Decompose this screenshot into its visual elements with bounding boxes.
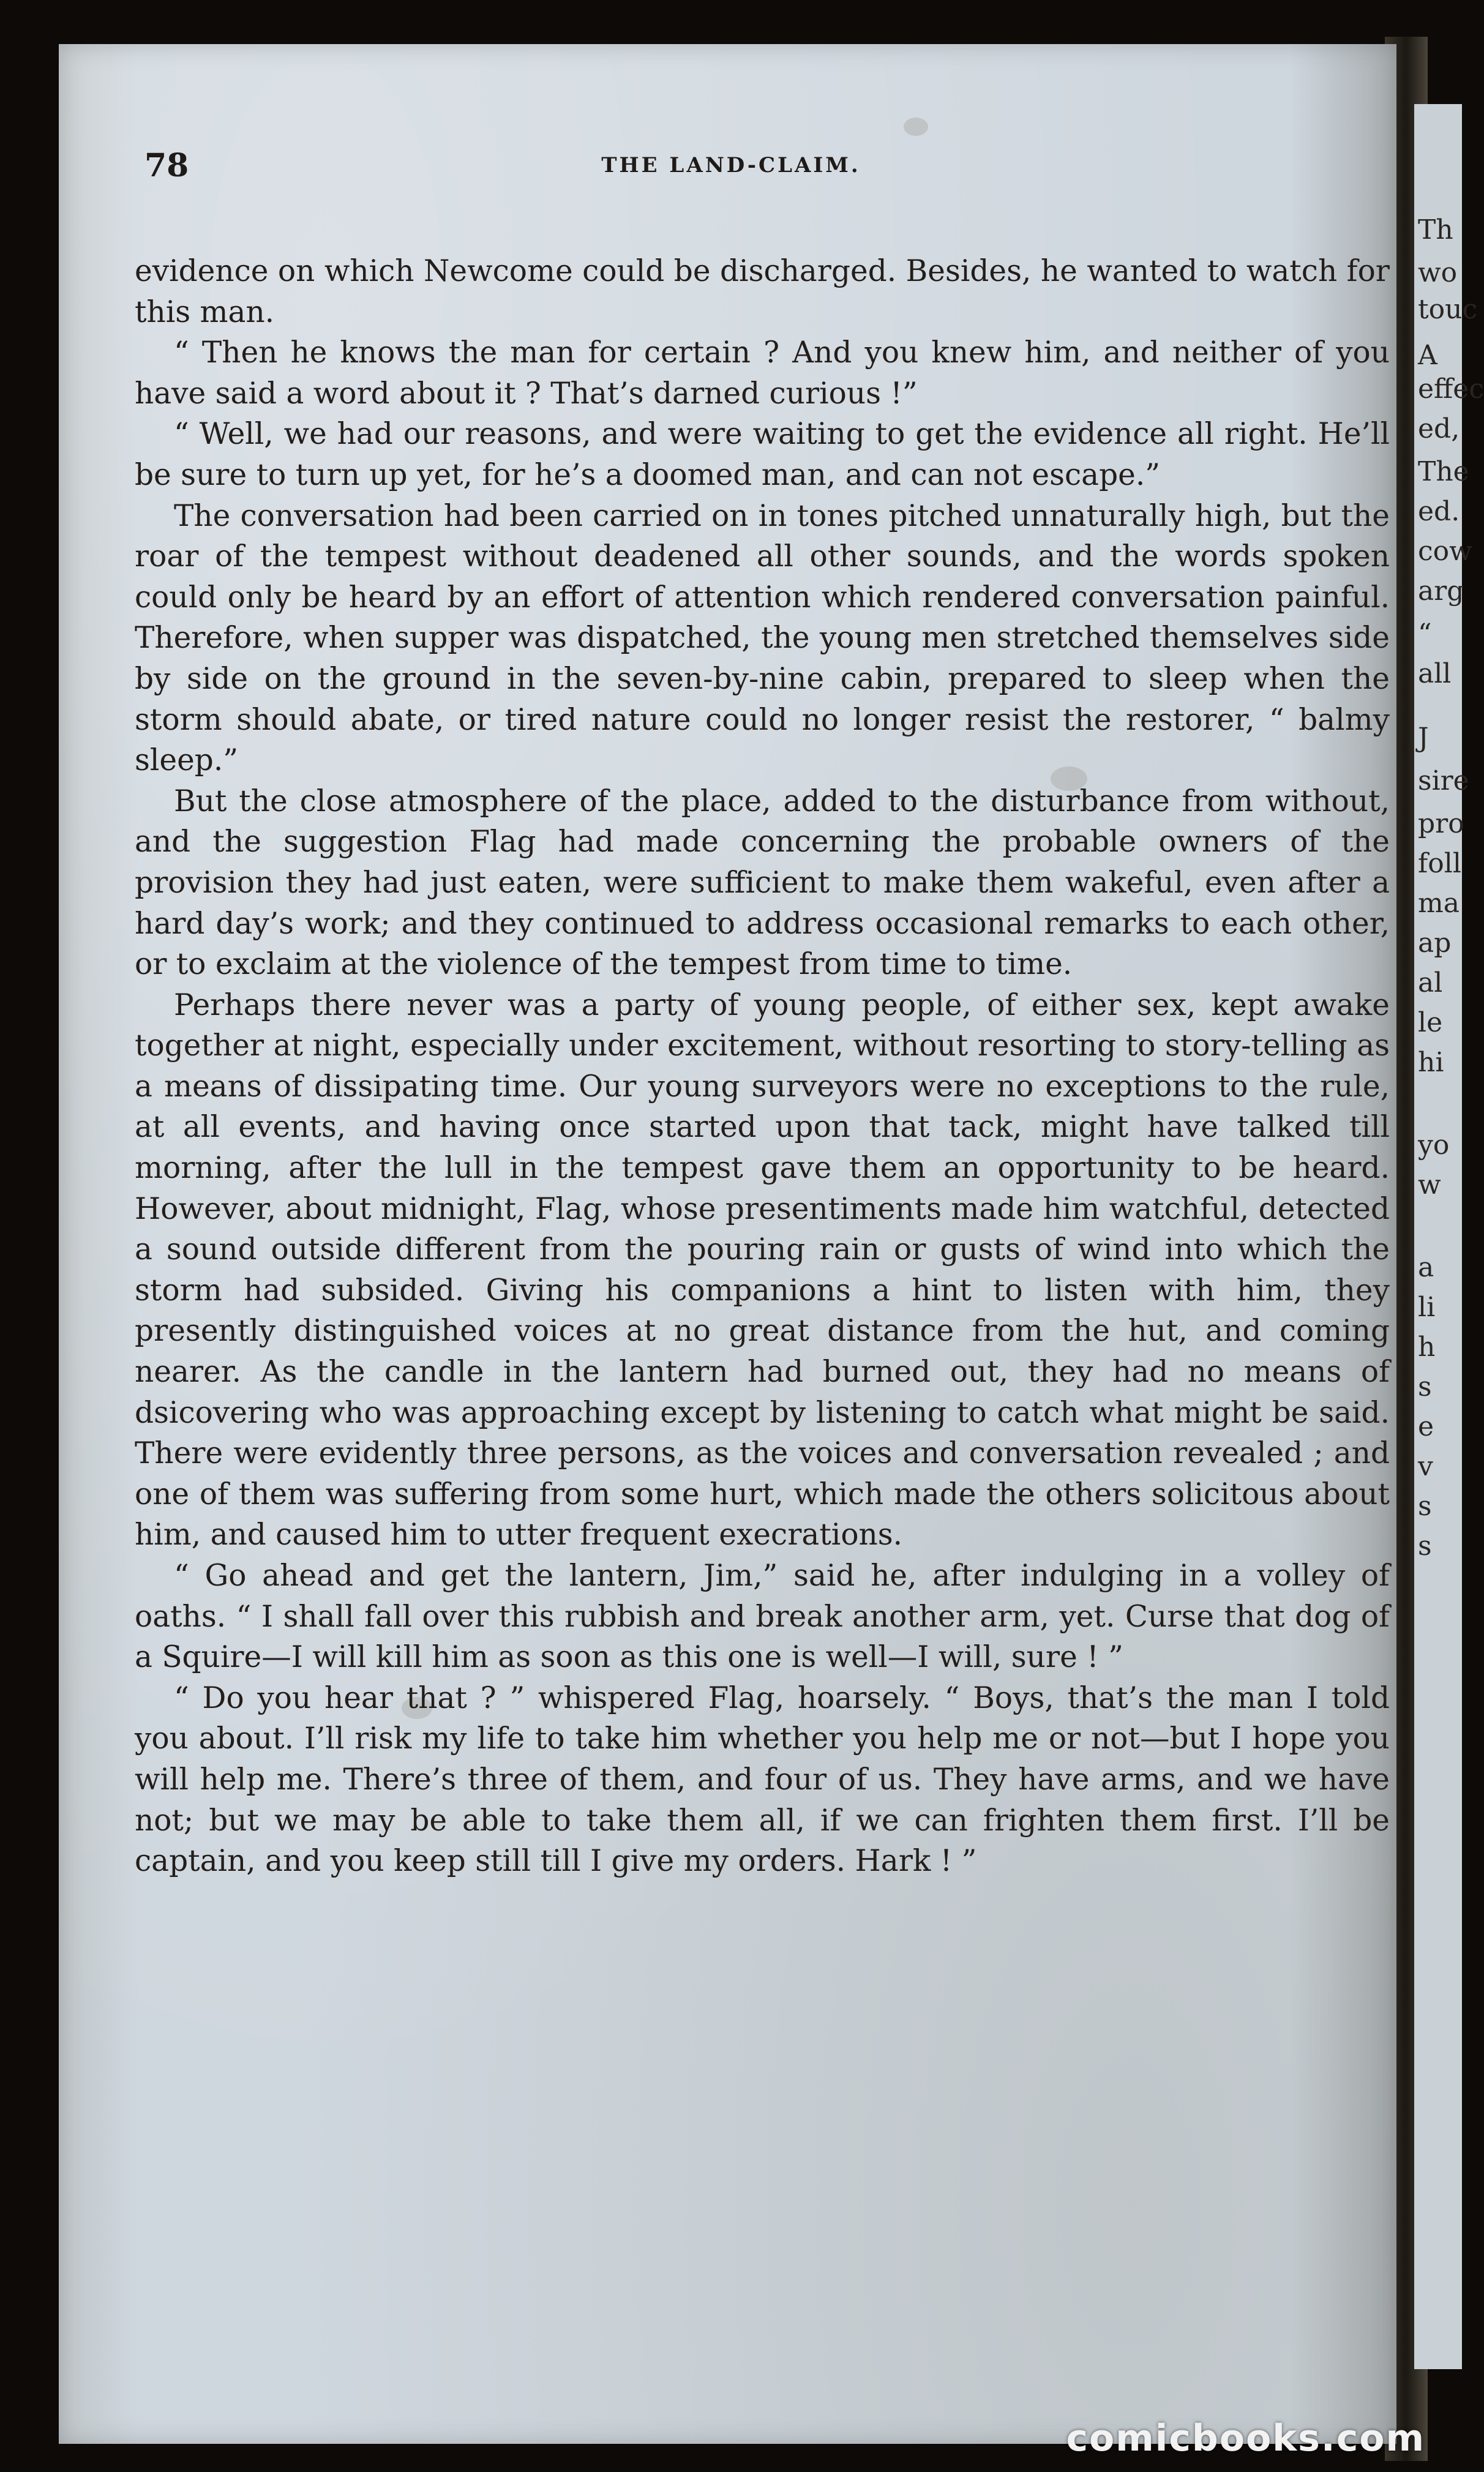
- facing-fragment: touc: [1418, 294, 1478, 325]
- facing-fragment: ap: [1418, 927, 1452, 959]
- facing-fragment: J: [1418, 722, 1429, 754]
- facing-fragment: effec: [1418, 373, 1484, 405]
- facing-fragment: li: [1418, 1292, 1436, 1323]
- facing-fragment: The: [1418, 456, 1469, 487]
- facing-fragment: all: [1418, 658, 1452, 689]
- paragraph: “ Do you hear that ? ” whispered Flag, hoarsely. “ Boys, that’s the man I told you about. I’ll risk my life to take him whether you help me or not—but I hope you will help me. There’s three of them, and four of us. They have arms, and we have not; but we may be able to take them all, if we can frighten them first. I’ll be captain, and you keep still till I give my orders. Hark ! ”: [135, 1680, 1390, 1879]
- facing-fragment: arg: [1418, 575, 1464, 607]
- facing-fragment: A: [1418, 340, 1437, 371]
- paper-stain: [904, 118, 928, 136]
- running-head: THE LAND-CLAIM.: [601, 153, 861, 178]
- paragraph: The conversation had been carried on in tones pitched unnaturally high, but the roar of the tempest without deadened all other sounds, and the words spoken could only be heard by an effort of attention which rendered conversation painful. Therefore, when supper was dispatched, the young men stretched themselves side by side on the ground in the seven-by-nine cabin, prepared to sleep when the storm should abate, or tired nature could no longer resist the restorer, “ balmy sleep.”: [135, 498, 1390, 778]
- facing-fragment: yo: [1418, 1129, 1450, 1161]
- site-watermark: comicbooks.com: [1066, 2417, 1425, 2460]
- paragraph: “ Go ahead and get the lantern, Jim,” said he, after indulging in a volley of oaths. “ I shall fall over this rubbish and break another arm, yet. Curse that dog of a Squire—I will kill him as soon as this one is well—I will, sure ! ”: [135, 1559, 1390, 1675]
- facing-fragment: a: [1418, 1252, 1434, 1283]
- facing-fragment: s: [1418, 1371, 1432, 1403]
- facing-page-edge: [1414, 104, 1484, 2369]
- facing-fragment: foll: [1418, 848, 1461, 879]
- facing-fragment: w: [1418, 1169, 1441, 1200]
- page-number: 78: [144, 147, 189, 184]
- page-body: [135, 251, 1390, 1882]
- facing-fragment: Th: [1418, 214, 1453, 245]
- facing-fragment: s: [1418, 1530, 1432, 1562]
- facing-fragment: “: [1418, 618, 1432, 650]
- facing-fragment: s: [1418, 1491, 1432, 1522]
- facing-fragment: ed.: [1418, 496, 1460, 527]
- facing-fragment: ed,: [1418, 413, 1460, 444]
- facing-fragment: ma: [1418, 888, 1460, 919]
- facing-fragment: hi: [1418, 1047, 1444, 1078]
- paragraph: “ Well, we had our reasons, and were waiting to get the evidence all right. He’ll be sure to turn up yet, for he’s a doomed man, and can not escape.”: [135, 417, 1390, 492]
- paragraph: “ Then he knows the man for certain ? And you knew him, and neither of you have said a word about it ? That’s darned curious !”: [135, 335, 1390, 411]
- facing-fragment: cow: [1418, 536, 1472, 567]
- facing-fragment: le: [1418, 1007, 1443, 1038]
- paragraph: But the close atmosphere of the place, added to the disturbance from without, and the suggestion Flag had made concerning the probable owners of the provision they had just eaten, were sufficient to make them wakeful, even after a hard day’s work; and they continued to address occasional remarks to each other, or to exclaim at the violence of the tempest from time to time.: [135, 784, 1390, 982]
- facing-fragment: e: [1418, 1411, 1434, 1442]
- paragraph: Perhaps there never was a party of young people, of either sex, kept awake together at night, especially under excitement, without resorting to story-telling as a means of dissipating time. Our young surveyors were no exceptions to the rule, at all events, and having once started upon that tack, might have talked till morning, after the lull in the tempest gave them an opportunity to be heard. However, about midnight, Flag, whose presentiments made him watchful, detected a sound outside different from the pouring rain or gusts of wind into which the storm had subsided. Giving his companions a hint to listen with him, they presently distinguished voices at no great distance from the hut, and coming nearer. As the candle in the lantern had burned out, they had no means of dsicovering who was approaching except by listening to catch what might be said. There were evidently three persons, as the voices and conversation revealed ; and one of them was suffering from some hurt, which made the others solicitous about him, and caused him to utter frequent execrations.: [135, 987, 1390, 1552]
- facing-fragment: h: [1418, 1332, 1436, 1363]
- facing-fragment: v: [1418, 1451, 1433, 1482]
- page-header: [0, 147, 1462, 196]
- facing-fragment: pro: [1418, 808, 1464, 839]
- paragraph: evidence on which Newcome could be discharged. Besides, he wanted to watch for this man.: [135, 254, 1390, 329]
- facing-fragment: sire: [1418, 765, 1469, 796]
- facing-fragment: wo: [1418, 257, 1458, 288]
- facing-fragment: al: [1418, 967, 1443, 998]
